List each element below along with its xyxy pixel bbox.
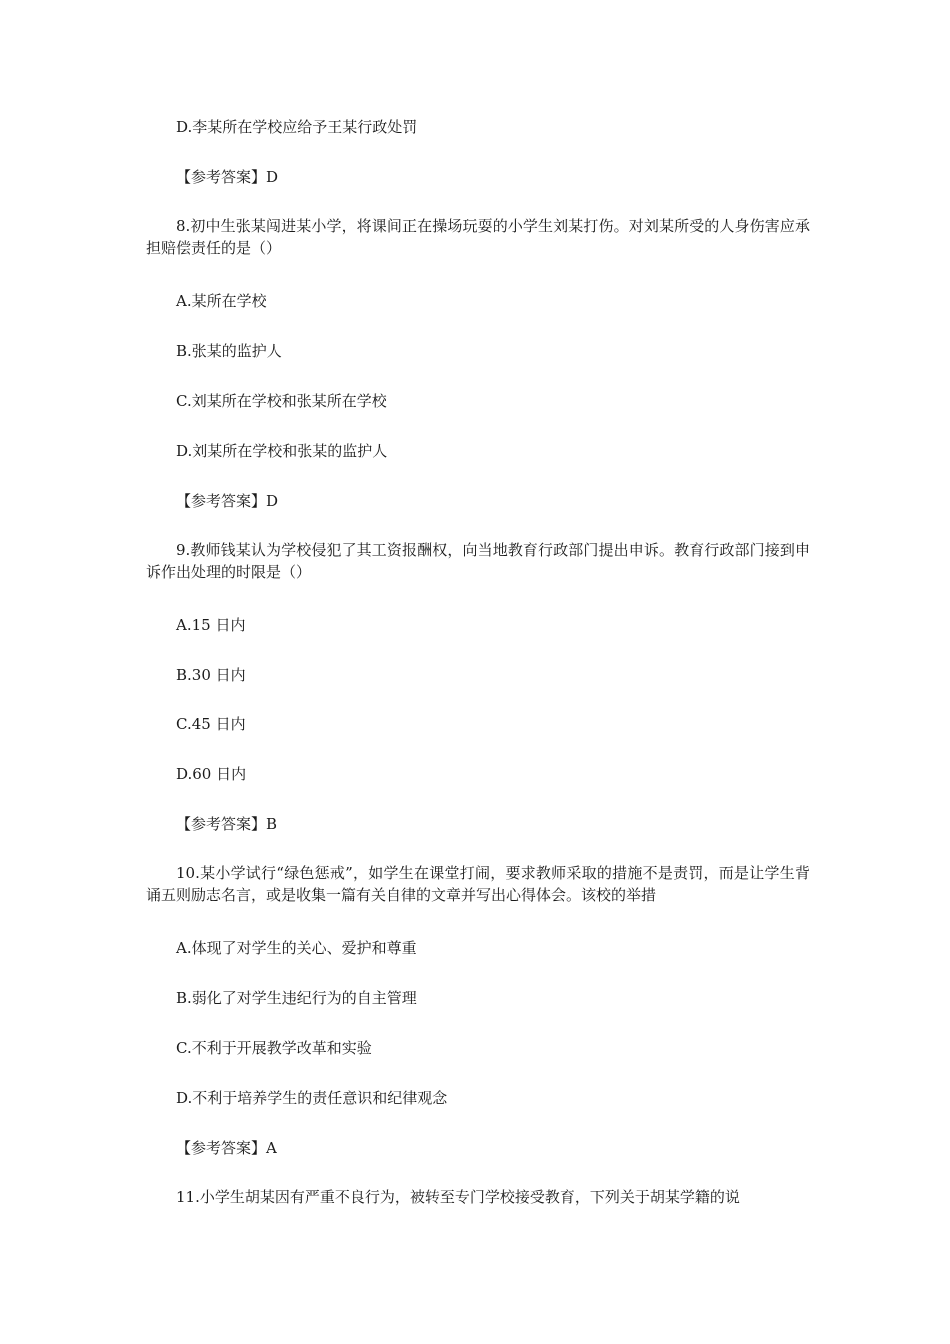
q10-answer: 【参考答案】A xyxy=(176,1139,277,1157)
q8-option-a: A.某所在学校 xyxy=(176,292,267,310)
q10-option-b: B.弱化了对学生违纪行为的自主管理 xyxy=(176,989,417,1007)
q7-answer: 【参考答案】D xyxy=(176,168,279,186)
q8-option-d: D.刘某所在学校和张某的监护人 xyxy=(176,442,388,460)
q11-question: 11.小学生胡某因有严重不良行为，被转至专门学校接受教育，下列关于胡某学籍的说 xyxy=(176,1188,740,1206)
q8-answer: 【参考答案】D xyxy=(176,492,279,510)
q10-option-c: C.不利于开展教学改革和实验 xyxy=(176,1039,372,1057)
q9-option-b: B.30 日内 xyxy=(176,666,246,684)
q10-question: 10.某小学试行“绿色惩戒”，如学生在课堂打闹，要求教师采取的措施不是责罚，而是让学生背诵五则励志名言，或是收集一篇有关自律的文章并写出心得体会。该校的举措 xyxy=(146,864,810,904)
q9-option-a: A.15 日内 xyxy=(176,616,246,634)
q8-question: 8.初中生张某闯进某小学，将课间正在操场玩耍的小学生刘某打伤。对刘某所受的人身伤害应承担赔偿责任的是（） xyxy=(146,217,810,257)
q9-question: 9.教师钱某认为学校侵犯了其工资报酬权，向当地教育行政部门提出申诉。教育行政部门接到申诉作出处理的时限是（） xyxy=(146,541,810,581)
q9-option-c: C.45 日内 xyxy=(176,715,246,733)
q8-option-c: C.刘某所在学校和张某所在学校 xyxy=(176,392,387,410)
q7-option-d: D.李某所在学校应给予王某行政处罚 xyxy=(176,118,418,136)
q10-option-a: A.体现了对学生的关心、爱护和尊重 xyxy=(176,939,417,957)
q9-option-d: D.60 日内 xyxy=(176,765,247,783)
q9-answer: 【参考答案】B xyxy=(176,815,278,833)
q10-option-d: D.不利于培养学生的责任意识和纪律观念 xyxy=(176,1089,448,1107)
q8-option-b: B.张某的监护人 xyxy=(176,342,282,360)
